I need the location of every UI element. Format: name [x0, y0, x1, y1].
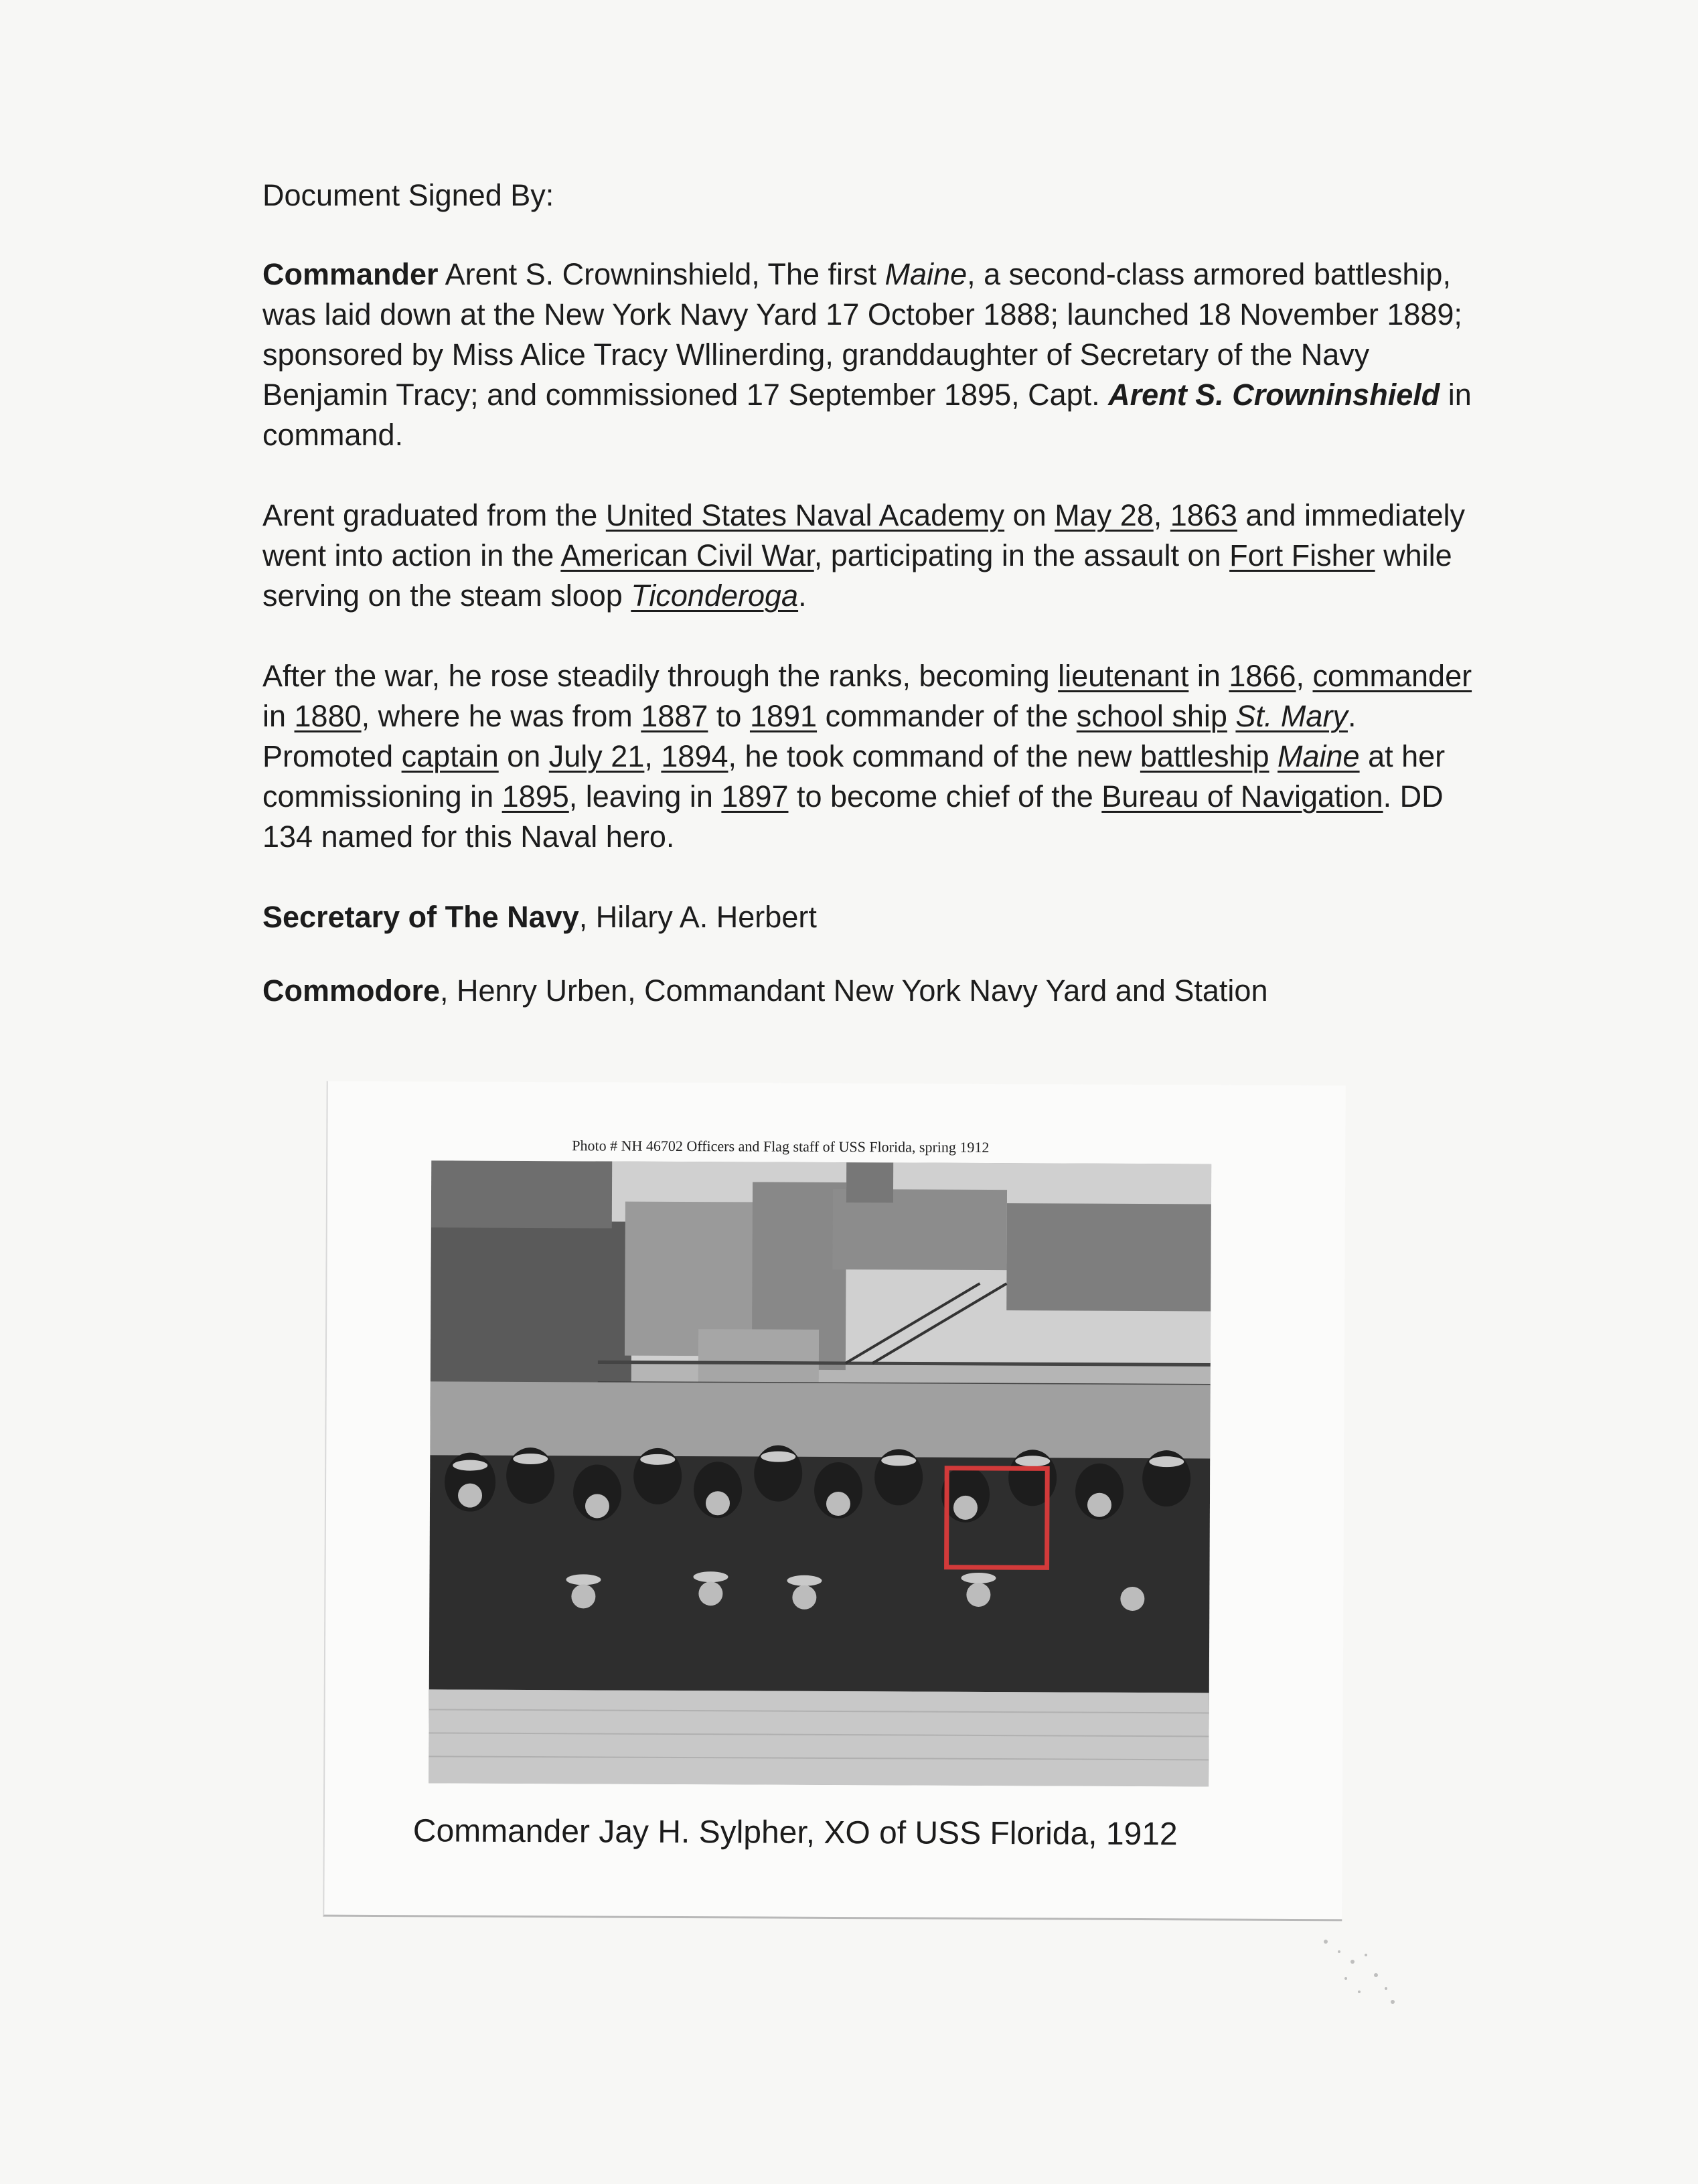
paragraph-academy: Arent graduated from the United States Naval Academy on May 28, 1863 and immediately went into action in the American Civil War, participating in the assault on Fort Fisher while serving on the steam sloop Ticonderoga. — [262, 498, 1466, 613]
link-1866: 1866 — [1229, 659, 1296, 693]
link-1897: 1897 — [721, 779, 789, 813]
officers-photo-illustration — [429, 1160, 1211, 1786]
link-july-21: July 21 — [548, 739, 645, 773]
link-st-mary: St. Mary — [1235, 699, 1348, 733]
link-1895: 1895 — [501, 779, 569, 813]
link-may-28: May 28 — [1055, 498, 1154, 532]
captain-name: Arent S. Crowninshield — [1108, 378, 1440, 412]
paragraph-career: After the war, he rose steadily through the ranks, becoming lieutenant in 1866, commander in 1880, where he was from 1887 to 1891 commander of the school ship St. Mary. Promoted captain on July 21, 1894, he took command of the new battleship Maine at her commissioning in 1895, leaving in 1897 to become chief of the Bureau of Navigation. DD 134 named for this Naval hero. — [262, 659, 1472, 854]
link-battleship: battleship — [1140, 739, 1269, 773]
link-1863: 1863 — [1170, 498, 1237, 532]
link-1887: 1887 — [641, 699, 708, 733]
paper-speckle — [1312, 1928, 1419, 2015]
signer-commodore: Commodore, Henry Urben, Commandant New York Navy Yard and Station — [262, 973, 1268, 1008]
photo-top-caption: Photo # NH 46702 Officers and Flag staff of USS Florida, spring 1912 — [572, 1137, 990, 1156]
link-school-ship: school ship — [1076, 699, 1227, 733]
link-ticonderoga: Ticonderoga — [631, 578, 799, 613]
photo-bottom-caption: Commander Jay H. Sylpher, XO of USS Florida, 1912 — [412, 1813, 1178, 1853]
link-1880: 1880 — [294, 699, 362, 733]
rank-commander: Commander — [262, 257, 439, 291]
link-naval-academy: United States Naval Academy — [605, 498, 1005, 532]
link-maine: Maine — [1278, 739, 1360, 773]
paragraph-maine: Commander Arent S. Crowninshield, The first Maine, a second-class armored battleship, was laid down at the New York Navy Yard 17 October 1888; launched 18 November 1889; sponsored by Miss Alice Tracy Wllinerding, granddaughter of Secretary of the Navy Benjamin Tracy; and commissioned 17 September 1895, Capt. Arent S. Crowninshield in command. — [262, 257, 1472, 452]
link-lieutenant: lieutenant — [1058, 659, 1189, 693]
link-civil-war: American Civil War — [560, 538, 814, 572]
link-fort-fisher: Fort Fisher — [1229, 538, 1375, 572]
document-heading: Document Signed By: — [262, 178, 554, 212]
photo-sheet — [323, 1081, 1345, 1922]
link-bureau-navigation: Bureau of Navigation — [1101, 779, 1383, 813]
officers-photo — [429, 1160, 1211, 1786]
link-1894: 1894 — [661, 739, 728, 773]
signer-secretary: Secretary of The Navy, Hilary A. Herbert — [262, 900, 817, 934]
link-commander: commander — [1312, 659, 1472, 693]
ship-name-maine: Maine — [884, 257, 968, 291]
link-1891: 1891 — [749, 699, 818, 733]
document-text — [262, 175, 1481, 1044]
link-captain: captain — [401, 739, 499, 773]
